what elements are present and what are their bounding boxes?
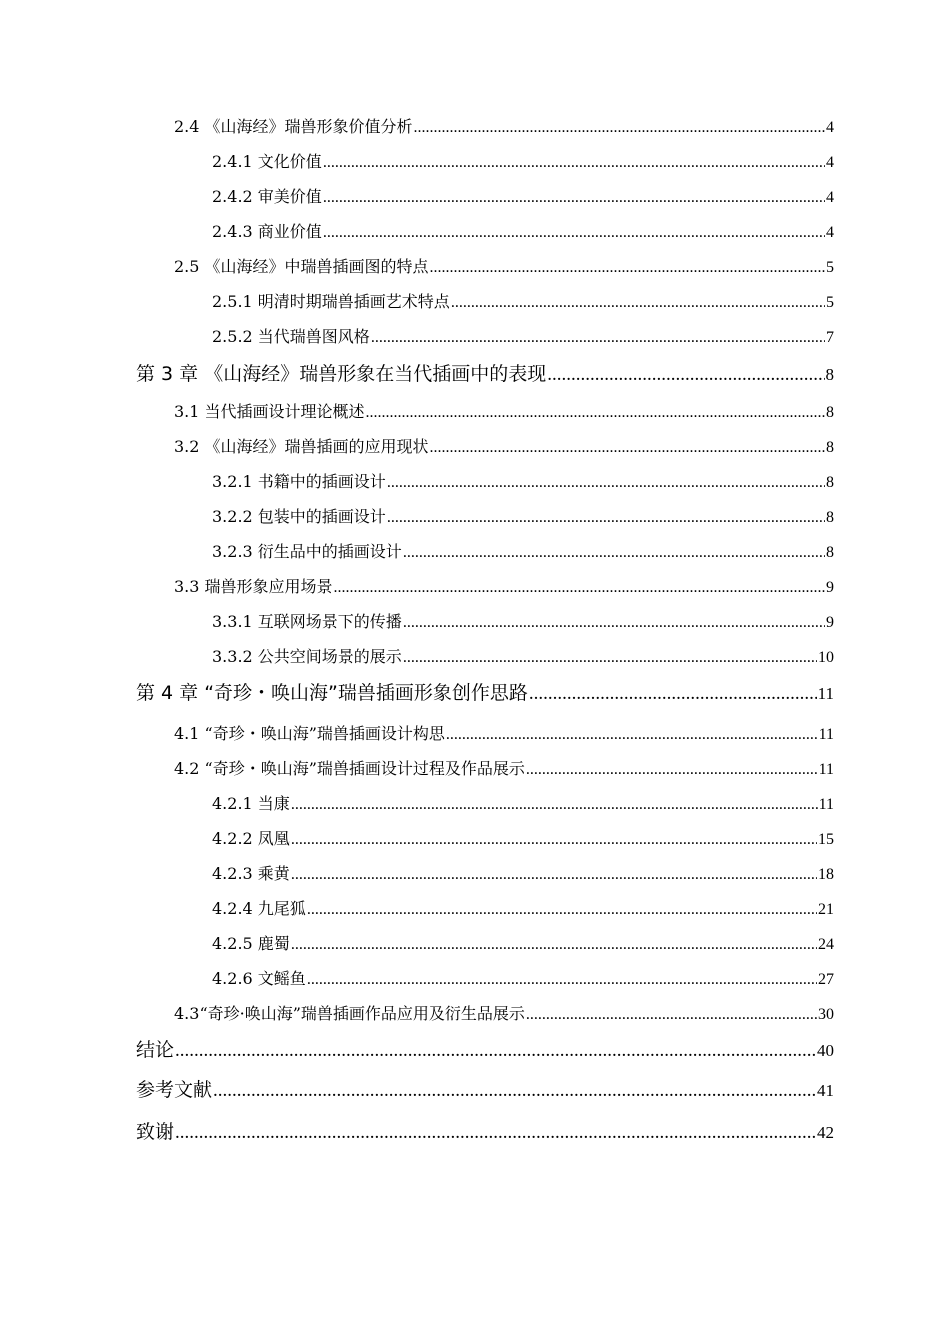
toc-entry-page: 7 bbox=[826, 329, 834, 346]
toc-leader-dots bbox=[366, 402, 825, 424]
toc-entry-page: 11 bbox=[818, 726, 834, 743]
toc-entry[interactable] bbox=[212, 898, 834, 922]
toc-entry-page: 4 bbox=[826, 224, 834, 241]
toc-leader-dots bbox=[547, 362, 824, 388]
toc-entry-title: 3.3.2 公共空间场景的展示 bbox=[212, 647, 402, 666]
toc-leader-dots bbox=[430, 257, 825, 279]
toc-entry[interactable] bbox=[212, 793, 834, 817]
toc-entry[interactable] bbox=[212, 291, 834, 315]
toc-entry-title: 3.3 瑞兽形象应用场景 bbox=[174, 577, 333, 596]
toc-entry-page: 8 bbox=[826, 509, 834, 526]
toc-leader-dots bbox=[430, 437, 825, 459]
toc-entry-page: 21 bbox=[818, 901, 834, 918]
toc-leader-dots bbox=[403, 612, 825, 634]
toc-entry-page: 11 bbox=[818, 761, 834, 778]
toc-chapter-entry[interactable] bbox=[136, 1037, 834, 1065]
toc-entry-title: 第 3 章 《山海经》瑞兽形象在当代插画中的表现 bbox=[136, 363, 547, 385]
toc-entry-title: 2.4.3 商业价值 bbox=[212, 222, 322, 241]
toc-entry-page: 10 bbox=[818, 649, 834, 666]
toc-entry-page: 8 bbox=[826, 474, 834, 491]
toc-entry[interactable] bbox=[212, 221, 834, 245]
toc-entry-title: 4.2.4 九尾狐 bbox=[212, 899, 306, 918]
toc-entry[interactable] bbox=[212, 151, 834, 175]
toc-entry-title: 3.1 当代插画设计理论概述 bbox=[174, 402, 365, 421]
toc-entry-page: 30 bbox=[818, 1006, 834, 1023]
toc-leader-dots bbox=[334, 577, 825, 599]
toc-entry-page: 18 bbox=[818, 866, 834, 883]
toc-entry-page: 4 bbox=[826, 154, 834, 171]
toc-chapter-entry[interactable] bbox=[136, 680, 834, 708]
toc-leader-dots bbox=[403, 647, 817, 669]
toc-leader-dots bbox=[291, 829, 817, 851]
toc-entry-page: 15 bbox=[818, 831, 834, 848]
toc-leader-dots bbox=[291, 864, 817, 886]
toc-leader-dots bbox=[307, 899, 817, 921]
toc-entry-title: 致谢 bbox=[136, 1121, 175, 1143]
toc-leader-dots bbox=[529, 681, 817, 707]
toc-leader-dots bbox=[526, 1004, 817, 1026]
toc-entry-page: 11 bbox=[818, 796, 834, 813]
toc-entry[interactable] bbox=[212, 471, 834, 495]
toc-entry[interactable] bbox=[174, 758, 834, 782]
toc-entry[interactable] bbox=[212, 828, 834, 852]
toc-entry[interactable] bbox=[212, 611, 834, 635]
toc-entry-title: 2.5.2 当代瑞兽图风格 bbox=[212, 327, 370, 346]
toc-entry[interactable] bbox=[212, 968, 834, 992]
toc-leader-dots bbox=[451, 292, 825, 314]
toc-leader-dots bbox=[323, 187, 825, 209]
toc-leader-dots bbox=[387, 472, 825, 494]
toc-leader-dots bbox=[291, 934, 817, 956]
toc-entry-title: 第 4 章 “奇珍・唤山海”瑞兽插画形象创作思路 bbox=[136, 682, 528, 704]
toc-entry[interactable] bbox=[212, 646, 834, 670]
toc-entry-page: 4 bbox=[826, 119, 834, 136]
toc-entry-title: 3.2.3 衍生品中的插画设计 bbox=[212, 542, 402, 561]
toc-entry-title: 4.2.1 当康 bbox=[212, 794, 290, 813]
toc-leader-dots bbox=[371, 327, 825, 349]
toc-leader-dots bbox=[323, 222, 825, 244]
toc-entry-page: 8 bbox=[826, 404, 834, 421]
toc-entry-title: 4.2 “奇珍・唤山海”瑞兽插画设计过程及作品展示 bbox=[174, 759, 525, 778]
toc-chapter-entry[interactable] bbox=[136, 1119, 834, 1147]
toc-leader-dots bbox=[387, 507, 825, 529]
toc-entry-page: 41 bbox=[817, 1081, 834, 1100]
toc-entry-page: 9 bbox=[826, 614, 834, 631]
toc-entry[interactable] bbox=[212, 863, 834, 887]
toc-entry[interactable] bbox=[212, 186, 834, 210]
toc-entry[interactable] bbox=[212, 506, 834, 530]
toc-entry[interactable] bbox=[174, 576, 834, 600]
toc-entry-title: 参考文献 bbox=[136, 1079, 213, 1101]
toc-entry-title: 结论 bbox=[136, 1039, 175, 1061]
toc-entry-page: 5 bbox=[826, 259, 834, 276]
toc-leader-dots bbox=[323, 152, 825, 174]
toc-entry-page: 4 bbox=[826, 189, 834, 206]
toc-leader-dots bbox=[414, 117, 825, 139]
toc-entry[interactable] bbox=[212, 326, 834, 350]
toc-entry-title: 2.4.1 文化价值 bbox=[212, 152, 322, 171]
toc-entry-page: 8 bbox=[825, 365, 834, 384]
toc-entry[interactable] bbox=[174, 256, 834, 280]
toc-entry[interactable] bbox=[174, 1003, 834, 1027]
toc-chapter-entry[interactable] bbox=[136, 1077, 834, 1105]
toc-leader-dots bbox=[526, 759, 818, 781]
toc-entry-title: 2.4.2 审美价值 bbox=[212, 187, 322, 206]
toc-entry-title: 3.2 《山海经》瑞兽插画的应用现状 bbox=[174, 437, 429, 456]
toc-entry-title: 4.3“奇珍·唤山海”瑞兽插画作品应用及衍生品展示 bbox=[174, 1004, 525, 1023]
toc-entry-page: 8 bbox=[826, 439, 834, 456]
toc-entry-title: 2.5 《山海经》中瑞兽插画图的特点 bbox=[174, 257, 429, 276]
toc-entry-page: 40 bbox=[817, 1041, 834, 1060]
toc-leader-dots bbox=[307, 969, 817, 991]
toc-entry-title: 4.2.6 文鳐鱼 bbox=[212, 969, 306, 988]
toc-entry[interactable] bbox=[174, 436, 834, 460]
toc-entry[interactable] bbox=[212, 541, 834, 565]
toc-entry-page: 11 bbox=[817, 684, 834, 703]
toc-entry-page: 27 bbox=[818, 971, 834, 988]
toc-entry-title: 4.2.2 凤凰 bbox=[212, 829, 290, 848]
toc-entry-title: 3.3.1 互联网场景下的传播 bbox=[212, 612, 402, 631]
toc-entry-title: 4.2.3 乘黄 bbox=[212, 864, 290, 883]
toc-entry-page: 5 bbox=[826, 294, 834, 311]
toc-entry-title: 4.2.5 鹿蜀 bbox=[212, 934, 290, 953]
toc-entry-title: 2.5.1 明清时期瑞兽插画艺术特点 bbox=[212, 292, 450, 311]
toc-entry-title: 2.4 《山海经》瑞兽形象价值分析 bbox=[174, 117, 413, 136]
toc-entry-page: 9 bbox=[826, 579, 834, 596]
toc-entry[interactable] bbox=[174, 401, 834, 425]
toc-entry-title: 3.2.2 包装中的插画设计 bbox=[212, 507, 386, 526]
toc-entry-page: 8 bbox=[826, 544, 834, 561]
toc-entry[interactable] bbox=[212, 933, 834, 957]
toc-entry-page: 42 bbox=[817, 1123, 834, 1142]
toc-entry-page: 24 bbox=[818, 936, 834, 953]
toc-leader-dots bbox=[213, 1078, 816, 1104]
toc-leader-dots bbox=[175, 1120, 816, 1146]
toc-leader-dots bbox=[175, 1038, 816, 1064]
toc-entry-title: 3.2.1 书籍中的插画设计 bbox=[212, 472, 386, 491]
toc-entry[interactable] bbox=[174, 723, 834, 747]
toc-leader-dots bbox=[291, 794, 818, 816]
toc-chapter-entry[interactable] bbox=[136, 361, 834, 389]
toc-leader-dots bbox=[403, 542, 825, 564]
toc-entry-title: 4.1 “奇珍・唤山海”瑞兽插画设计构思 bbox=[174, 724, 445, 743]
toc-leader-dots bbox=[446, 724, 818, 746]
toc-entry[interactable] bbox=[174, 116, 834, 140]
